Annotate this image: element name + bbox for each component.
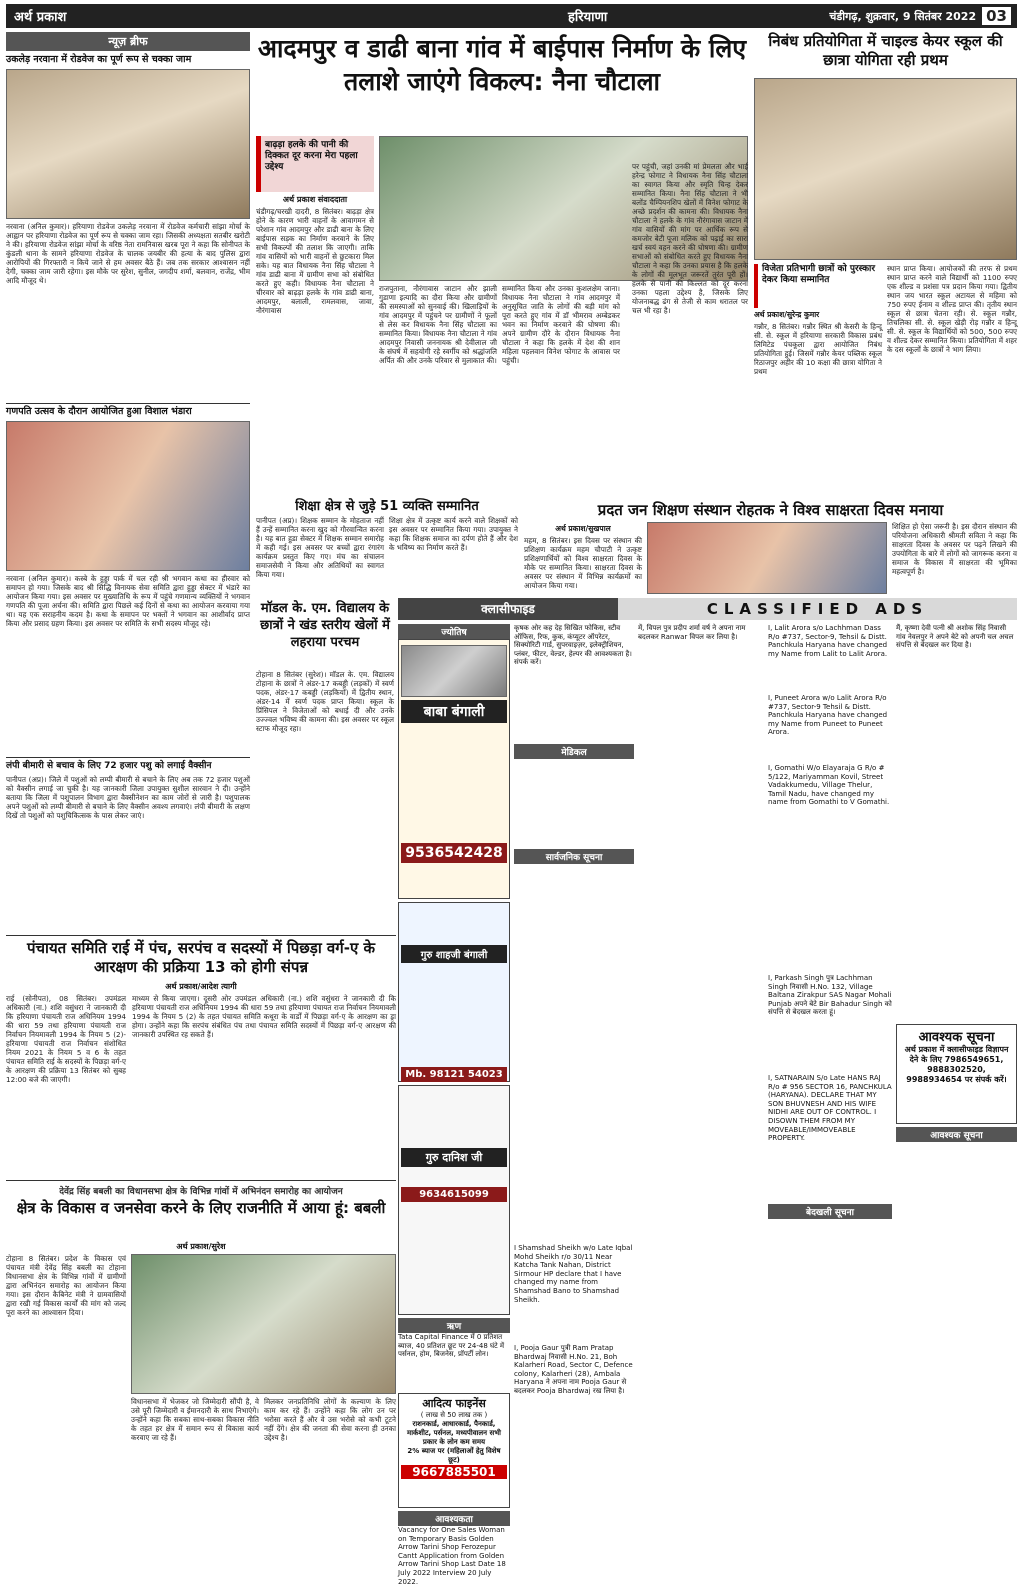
model-school-story bbox=[256, 600, 394, 910]
notice-c8: I, SATNARAIN S/o Late HANS RAJ R/o # 956 SECTOR 16, PANCHKULA (HARYANA). DECLARE THAT MY SON BHUVNESH AND HIS WIFE NIDHI ARE OUT OF CONTROL. I DISOWN THEM FROM MY MOVEABLE/IMMOVEABLE PROPERTY. bbox=[768, 1074, 892, 1143]
shiksha-headline: शिक्षा क्षेत्र से जुड़े 51 व्यक्ति सम्मानित bbox=[295, 499, 479, 514]
notice-c9: I Shamshad Sheikh w/o Late Iqbal Mohd Sheikh r/o 30/11 Near Katcha Tank Nahan, District Sirmour HP declare that I have changed my name from Shamshad Bano to Shamshad Sheikh. bbox=[514, 1244, 633, 1304]
jyotish-label: ज्योतिष bbox=[398, 624, 510, 639]
pradat-byline: अर्थ प्रकाश/सुखपाल bbox=[555, 524, 611, 533]
news-brief-label: न्यूज़ ब्रीफ bbox=[6, 32, 250, 51]
babli-headline: क्षेत्र के विकास व जनसेवा करने के लिए राजनीति में आया हूं: बबली bbox=[16, 1199, 386, 1217]
brief-body-1: नरवाना (अनिल कुमार)। हरियाणा रोडवेज उकलेड़ नरवाना में रोडवेज कर्मचारी सांझा मोर्चा के आह्वान पर हरियाणा रोडवेज का पूर्ण रूप से चक्का जाम रहा। जिसकी अध्यक्षता सतबीर खरोटी ने की। हरियाणा रोडवेज सांझा मोर्चा के वरिष्ठ नेता रामनिवास खरब पूरा ने कहा कि सोनीपत के कुंडली थाना के सामने हरियाणा रोडवेज के चालक जयबीर की हत्या के बाद पुलिस द्वारा आरोपियों की गिरफ्तारी न किये जाने से हम अवसर बैठे हैं। जब तक सरकार आश्वासन नहीं देगी, चक्का जाम जारी रहेगा। इस मौके पर सुरेश, सुनील, जगदीप शर्मा, बलवान, राजेंद्र, भीम आदि मौजूद थे। bbox=[6, 222, 250, 285]
babli-story bbox=[6, 1180, 396, 1576]
lead-body-1: चंडीगढ़/चरखी दादरी, 8 सितंबर। बाढ़ड़ा क्षेत्र होने के कारण भारी वाहनों के आवागमन से परेशान गांव आदमपुर और डाढी बाना के लिए बाईपास सड़क का निर्माण करवाने के लिए सभी विकल्पों की तलाश कि जाएगी। ताकि गांव वासियों को भारी वाहनों से छुटकारा मिल सके। यह बात विधायक नैना सिंह चौटाला ने गांव डाढी बाना में ग्रामीण सभा को संबोधित करते हुए कही। विधायक नैना चौटाला ने चीरवार को बाढ़ड़ा हलके के गांव डाढी बाना, आदमपुर, बलाली, रामलवास, जावा, नौरंगावास bbox=[256, 207, 374, 315]
classified-col-2 bbox=[514, 624, 634, 1576]
lead-byline: अर्थ प्रकाश संवाददाता bbox=[282, 195, 348, 204]
classified-label-en: CLASSIFIED ADS bbox=[618, 598, 1017, 620]
aditya-phone: 9667885501 bbox=[401, 1465, 507, 1479]
notice-c4: मैं, कृष्णा देवी पत्नी श्री अशोक सिंह निवासी गांव नेवलपुर ने अपने बेटे को अपनी चल अचल संपत्ति से बेदखल कर दिया है। bbox=[896, 624, 1014, 650]
danish-ad bbox=[398, 1085, 510, 1315]
news-brief-column bbox=[6, 32, 250, 932]
pradat-photo bbox=[647, 522, 887, 594]
brief-headline-2: गणपति उत्सव के दौरान आयोजित हुआ विशाल भंडारा bbox=[6, 403, 250, 418]
lead-body-2: राजपुताना, नौरंगावास जाटान और झाली गुडाणा इत्यादि का दौरा किया और ग्रामीणों की समस्याओं को सुनवाई की। खिलाड़ियों के गांव आदमपुर में पहुंचने पर ग्रामीणों ने फूलों से लेस कर विधायक नैना सिंह चौटाला का सम्मानित किया। विधायक नैना चौटाला ने गांव आदमपुर निवासी जननायक श्री देवीलाल जी के संघर्ष में सहयोगी रहे स्वर्गीय को श्रद्धांजलि अर्पित की और उनके परिवार से मुलाकात की। bbox=[379, 284, 497, 365]
shiksha-body-2: शिक्षा क्षेत्र में उत्कृष्ट कार्य करने वाले शिक्षकों को इस अवसर पर सम्मानित किया गया। उपायुक्त ने कहा कि शिक्षक समाज का दर्पण होते हैं और देश के भविष्य का निर्माण करते हैं। bbox=[389, 516, 518, 552]
masthead bbox=[6, 4, 1017, 28]
essay-caption: विजेता प्रतिभागी छात्रों को पुरस्कार देकर किया सम्मानित bbox=[754, 264, 882, 308]
brief-body-2: नरवाना (अनिल कुमार)। कस्बे के हुड्डा पार्क में चल रही श्री भगवान कथा का हीरवार को समापन हो गया। जिसके बाद श्री सिद्धि विनायक सेवा समिति द्वारा हुड्डा सेक्टर में भंडारे का आयोजन किया गया। इस अवसर पर मुख्यातिथि के रूप में पहुंचे गणमान्य व्यक्तियों ने भगवान गणपति की पूजा अर्चना की। समिति द्वारा पिछले कई दिनों से कथा का आयोजन करवाया गया था। यह एक सराहनीय कदम है। कथा के समापन पर भक्तों ने भगवान का आशीर्वाद प्राप्त किया और प्रसाद ग्रहण किया। इस अवसर पर समिति के सभी सदस्य मौजूद रहे। bbox=[6, 574, 250, 628]
babli-body-3: मिलकर जनप्रतिनिधि लोगों के कल्याण के लिए काम कर रहे हैं। उन्होंने कहा कि लोग उन पर भरोसा करते हैं और वे उस भरोसे को कभी टूटने नहीं देंगे। क्षेत्र की जनता की सेवा करना ही उनका उद्देश्य है। bbox=[264, 1397, 396, 1442]
babli-body-1: टोहाना 8 सितंबर। प्रदेश के विकास एवं पंचायत मंत्री देवेंद्र सिंह बबली का टोहाना विधानसभा क्षेत्र के विभिन्न गांवों में ग्रामीणों द्वारा अभिनंदन समारोह का आयोजन किया गया। इस दौरान कैबिनेट मंत्री ने ग्रामवासियों द्वारा रखी गई विकास कार्यों की मांग को जल्द पूरा करने का आश्वासन दिया। bbox=[6, 1254, 126, 1317]
avashyak2-label: आवश्यक सूचना bbox=[896, 1127, 1017, 1142]
brief-headline-1: उकलेड़ नरवाना में रोडवेज का पूर्ण रूप से चक्का जाम bbox=[6, 54, 192, 65]
issue-date: चंडीगढ़, शुक्रवार, 9 सितंबर 2022 bbox=[829, 9, 977, 23]
vacancy-label: आवश्यकता bbox=[398, 1511, 510, 1526]
avashyak-box bbox=[896, 1024, 1017, 1124]
avashyak-text: अर्थ प्रकाश में क्लासीफाइड विज्ञापन देने के लिए 7986549651, 9888302520, 9988934654 पर संपर्क करें। bbox=[904, 1045, 1009, 1084]
essay-body-1: गन्नौर, 8 सितंबर। गन्नौर स्थित श्री केसरी के हिन्दू सी. से. स्कूल में हरियाणा सरकारी विकास प्रबंध लिमिटेड पंचकूला द्वारा आयोजित निबंध प्रतियोगिता हुई। जिसमें गन्नौर केयर पब्लिक स्कूल रिठाजपुर अहीर की 10 कक्षा की छात्रा योगिता ने प्रथम bbox=[754, 322, 882, 376]
brief-photo-2 bbox=[6, 421, 250, 571]
guru-phone: Mb. 98121 54023 bbox=[401, 1067, 507, 1082]
brief-photo-1 bbox=[6, 69, 250, 219]
pradat-headline: प्रदत जन शिक्षण संस्थान रोहतक ने विश्व साक्षरता दिवस मनाया bbox=[597, 501, 944, 519]
medical-label: मेडिकल bbox=[514, 744, 634, 759]
danish-name: गुरु दानिश जी bbox=[401, 1148, 507, 1167]
vacancy-text: Vacancy for One Sales Woman on Temporary Basis Golden Arrow Tarini Shop Ferozepur Cantt Application from Golden Arrow Tarini Shop Last Date 18 July 2022 Interview 20 July 2022. bbox=[398, 1526, 506, 1586]
baba-name: बाबा बंगाली bbox=[401, 700, 507, 723]
aditya-rate: 2% ब्याज पर (महिलाओं हेतु विशेष छूट) bbox=[407, 1447, 501, 1464]
pradat-body-2: शिक्षित हो ऐसा जरूरी है। इस दौरान संस्थान की परियोजना अधिकारी श्रीमती सविता ने कहा कि साक्षरता दिवस के अवसर पर पढ़ने लिखने की उपयोगिता के बारे में लोगों को जागरूक करना व समाज के विकास में साक्षरता की भूमिका महत्वपूर्ण है। bbox=[892, 522, 1017, 576]
public-notice-label: सार्वजनिक सूचना bbox=[514, 849, 634, 864]
lead-highlight: बाढ़ड़ा हलके की पानी की दिक्कत दूर करना मेरा पहला उद्देश्य bbox=[256, 136, 374, 192]
baba-phone: 9536542428 bbox=[401, 843, 507, 863]
lead-body-4: पर पहुंची, जहां उनकी मां प्रेमलता और भाई हरेन्द्र फोगाट ने विधायक नैना सिंह चौटाला का स्वागत किया और स्मृति चिन्ह देकर सम्मानित किया। नैना सिंह चौटाला ने भी बलोंड चैम्पियनशिप खेलों में विनेश फोगाट के अच्छे प्रदर्शन की कामना की। विधायक नैना चौटाला ने हलके के गांव नौरंगावास जाटान में गांव वासियों की मांग पर आर्थिक रूप से कमजोर बेटी पूजा मलिक को पढ़ाई का सारा खर्च स्वयं वहन करने की घोषणा की। ग्रामीण सभाओं को संबोधित करते हुए विधायक नैना चौटाला ने कहा कि उनका प्रयास है कि हलके के लोगों की मूलभूत जरूरतें तुरंत पूरी हों। हलके से पानी की किल्लत को दूर करना उनका पहला उद्देश्य है, जिसके लिए योजनाबद्ध ढंग से तेजी से काम धरातल पर चल भी रहा है। bbox=[632, 162, 748, 315]
lead-body-4-column bbox=[632, 162, 748, 492]
essay-body-2: स्थान प्राप्त किया। आयोजकों की तरफ से प्रथम स्थान प्राप्त करने वाले विद्यार्थी को 1100 रुपए एक शील्ड व प्रशंसा पत्र प्रदान किया गया। द्वितीय स्थान जय भारत स्कूल अटायल से महिमा को 750 रुपए ईनाम व शील्ड प्राप्त की। तृतीय स्थान स्कूल से छात्रा चेतना रही। से. स्कूल गन्नौर, तिचलिका सी. से. स्कूल खेड़ी रोड़ गन्नौर व हिन्दू सी. से. स्कूल के विद्यार्थियों को 500, 500 रुपए व शील्ड देकर सम्मानित किया। प्रतियोगिता में शहर के दस स्कूलों के छात्रों ने भाग लिया। bbox=[887, 264, 1017, 354]
essay-photo bbox=[754, 78, 1017, 260]
aditya-ad bbox=[398, 1393, 510, 1508]
lead-body-3: सम्मानित किया और उनका कुशलक्षेम जाना। विधायक नैना चौटाला ने गांव आदमपुर में अनुसूचित जाति के लोगों की बड़ी मांग को पूरा करते हुए गांव में डॉ भीमराव अम्बेडकर भवन का निर्माण करवाने की घोषणा की। अपने ग्रामीण दौरे के दौरान विधायक नैना चौटाला ने कहा कि हलके में देश की शान महिला पहलवान विनेश फोगाट के आवास पर पहुंची। bbox=[502, 284, 620, 365]
bedakhli-label: बेदखली सूचना bbox=[768, 1204, 892, 1219]
aditya-name: आदित्य फाइनेंस bbox=[422, 1397, 486, 1410]
section-name: हरियाणा bbox=[568, 10, 608, 25]
aditya-sub: ( लाख से 50 लाख तक ) bbox=[420, 1411, 488, 1419]
notice-c2: में, विपल पुत्र प्रदीप शर्मा वर्ष ने अपना नाम बदलकर Ranwar विपल कर लिया है। bbox=[638, 624, 746, 641]
classified-col-3 bbox=[638, 624, 764, 1576]
pradat-body-1: महम, 8 सितंबर। इस दिवस पर संस्थान की प्रशिक्षण कार्यक्रम महम चौपाटी ने उत्कृष्ट प्रशिक्षणार्थियों को विश्व साक्षरता दिवस के मौके पर सम्मानित किया। साक्षरता दिवस के अवसर पर संस्थान में विभिन्न कार्यक्रमों का आयोजन किया गया। bbox=[524, 536, 642, 590]
guru-name: गुरु शाहजी बंगाली bbox=[401, 945, 507, 963]
notice-c6: I, Gomathi W/o Elayaraja G R/o # 5/122, Mariyamman Kovil, Street Vadakkumedu, Village Thelur, Tamil Nadu, have changed my name from Gomathi to V Gomathi. bbox=[768, 764, 890, 807]
model-school-headline: मॉडल के. एम. विद्यालय के छात्रों ने खंड स्तरीय खेलों में लहराया परचम bbox=[260, 601, 390, 650]
panchayat-byline: अर्थ प्रकाश/आदेश त्यागी bbox=[165, 982, 237, 991]
babli-byline: अर्थ प्रकाश/सुरेश bbox=[176, 1242, 226, 1251]
shiksha-story bbox=[256, 496, 518, 596]
notice-c5: I, Puneet Arora w/o Lalit Arora R/o #737, Sector-9 Tehsil & Distt. Panchkula Haryana have changed my Name from Puneet to Puneet Arora. bbox=[768, 694, 888, 737]
panchayat-headline: पंचायत समिति राई में पंच, सरपंच व सदस्यों में पिछड़ा वर्ग-ए के आरक्षण की प्रक्रिया 13 को होगी संपन्न bbox=[27, 939, 375, 976]
loan-text: Tata Capital Finance में 0 प्रतिशत ब्याज, 40 प्रतिशत छूट पर 24-48 घंटे में पर्सनल, होम, बिजनेस, प्रॉपर्टी लोन। bbox=[398, 1333, 505, 1359]
aditya-items: राशनकार्ड, आधारकार्ड, पैनकार्ड, मार्कशीट, पर्सनल, मध्यपीवालन सभी प्रकार के लोन कम समय bbox=[407, 1420, 501, 1446]
notice-c10: I, Pooja Gaur पुत्री Ram Pratap Bhardwaj निवासी H.No. 21, Boh Kalarheri Road, Sector C, Defence colony, Kalarheri (28), Ambala Haryana ने अपना नाम Pooja Gaur से बदलकर Pooja Bhardwaj रख लिया है। bbox=[514, 1344, 633, 1395]
classified-col-1 bbox=[398, 624, 510, 1586]
classified-col-5 bbox=[896, 624, 1017, 1576]
shiksha-body-1: पानीपत (अप्र)। शिक्षक सम्मान के मोहताज नहीं हैं उन्हें सम्मानित करना खुद को गौरवान्वित करना है। यह बात हुडा सेक्टर में शिक्षक सम्मान समारोह में कही गई। इस अवसर पर बच्चों द्वारा रंगारंग कार्यक्रम प्रस्तुत किए गए। मंच का संचालन समाजसेवी ने किया और अतिथियों का स्वागत किया गया। bbox=[256, 516, 384, 579]
babli-photo bbox=[131, 1254, 396, 1394]
panchayat-body-2: माध्यम से किया जाएगा। दूसरी ओर उपमंडल अधिकारी (ना.) शशि वसुंधरा ने जानकारी दी कि हरियाणा पंचायती राज अधिनियम 1994 की धारा 59 तथा हरियाणा पंचायत राज निर्वाचन नियमावली 1994 के नियम 5 (2) के तहत पंचायत समिति कथूरा के वार्डों में पिछड़ा वर्ग-ए के आरक्षण का ड्रा होगा। उन्होंने कहा कि सरपंच संबंधित पंच तथा पंचायत समिति सदस्यों में पिछड़ा वर्ग-ए आरक्षण की जानकारी उपस्थित रह सकते हैं। bbox=[132, 994, 396, 1039]
lead-headline: आदमपुर व डाढी बाना गांव में बाईपास निर्माण के लिए तलाशे जाएंगे विकल्प: नैना चौटाला bbox=[257, 34, 747, 96]
paper-name: अर्थ प्रकाश bbox=[14, 10, 67, 25]
classified-header bbox=[398, 598, 1017, 620]
model-school-body: टोहाना 8 सितंबर (सुरेश)। मॉडल के. एम. विद्यालय टोहाना के छात्रों ने अंडर-17 कबड्डी (लड़कों) में स्वर्ण पदक, अंडर-17 कबड्डी (लड़कियों) में द्वितीय स्थान, अंडर-14 में स्वर्ण पदक प्राप्त किया। स्कूल के प्रिंसिपल ने विजेताओं को बधाई दी और उनके उज्ज्वल भविष्य की कामना की। इस अवसर पर स्कूल स्टाफ मौजूद रहा। bbox=[256, 670, 394, 733]
essay-story bbox=[754, 32, 1017, 497]
essay-byline: अर्थ प्रकाश/सुरेन्द्र कुमार bbox=[754, 310, 820, 319]
loan-label: ऋण bbox=[398, 1318, 510, 1333]
notice-c3: I, Lalit Arora s/o Lachhman Dass R/o #737, Sector-9, Tehsil & Distt. Panchkula Haryana have changed my Name from Lalit to Lalit Arora. bbox=[768, 624, 888, 658]
danish-phone: 9634615099 bbox=[401, 1187, 507, 1202]
classified-label-hi: क्लासीफाइड bbox=[398, 598, 618, 620]
notice-c1: कृषक ओर कह देह सिखित फोकिस, स्टीव ऑफिस, रिफ, कुक, कंप्यूटर ऑपरेटर, सिक्योरिटी गार्ड, सुपरवाइज़र, इलेक्ट्रीशियन, प्लंबर, फीटर, वेल्डर, हेल्पर की आवश्यकता है। संपर्क करें। bbox=[514, 624, 632, 667]
classified-col-4 bbox=[768, 624, 892, 1576]
baba-photo bbox=[401, 645, 507, 697]
guru-ad bbox=[398, 902, 510, 1082]
essay-headline: निबंध प्रतियोगिता में चाइल्ड केयर स्कूल की छात्रा योगिता रही प्रथम bbox=[768, 32, 1003, 69]
brief-body-3: पानीपत (अप्र)। जिले में पशुओं को लम्पी बीमारी से बचाने के लिए अब तक 72 हजार पशुओं को वैक्सीन लगाई जा चुकी है। यह जानकारी जिला उपायुक्त सुशील सारवान ने दी। उन्होंने बताया कि जिला में पशुपालन विभाग द्वारा वैक्सीनेशन का काम जोरों से जारी है। पशुपालक अपने पशुओं को लम्पी बीमारी से बचाने के लिए वैक्सीन अवश्य लगवाएं। लंपी बीमारी के लक्षण दिखें तो पशुओं को पशुचिकित्सक के पास लेकर जाएं। bbox=[6, 775, 250, 820]
panchayat-body-1: राई (सोनीपत), 08 सितंबर। उपमंडल अधिकारी (ना.) शशि वसुंधरा ने जानकारी दी कि हरियाणा पंचायती राज अधिनियम 1994 की धारा 59 तथा हरियाणा पंचायती राज निर्वाचन नियमावली 1994 के नियम 5 (2)-हरियाणा पंचायती राज निर्वाचन संशोधित नियम 2021 के नियम 5 व 6 के तहत पंचायत समिति राई के सदस्यों के पिछड़ा वर्ग-ए के आरक्षण की प्रक्रिया 13 सितंबर को सुबह 12:00 बजे की जाएगी। bbox=[6, 994, 126, 1084]
panchayat-story bbox=[6, 935, 396, 1175]
notice-c7: I, Parkash Singh पुत्र Lachhman Singh निवासी H.No. 132, Village Baltana Zirakpur SAS Nagar Mohali Punjab अपने बेटे Bir Bahadur Singh को संपत्ति से बेदखल करता हूं। bbox=[768, 974, 892, 1017]
avashyak-title: आवश्यक सूचना bbox=[918, 1030, 995, 1045]
page-number: 03 bbox=[982, 7, 1011, 25]
brief-headline-3: लंपी बीमारी से बचाव के लिए 72 हजार पशु को लगाई वैक्सीन bbox=[6, 757, 250, 772]
pradat-story bbox=[524, 500, 1017, 596]
babli-body-2: विधानसभा में भेजकर जो जिम्मेदारी सौंपी है, वे उसे पूरी जिम्मेदारी व ईमानदारी के साथ निभाएंगे। उन्होंने कहा कि सबका साथ-सबका विकास नीति के तहत हर क्षेत्र में समान रूप से विकास कार्य करवाए जा रहे हैं। bbox=[131, 1397, 259, 1442]
babli-kicker: देवेंद्र सिंह बबली का विधानसभा क्षेत्र के विभिन्न गांवों में अभिनंदन समारोह का आयोजन bbox=[59, 1187, 343, 1197]
baba-ad bbox=[398, 639, 510, 899]
